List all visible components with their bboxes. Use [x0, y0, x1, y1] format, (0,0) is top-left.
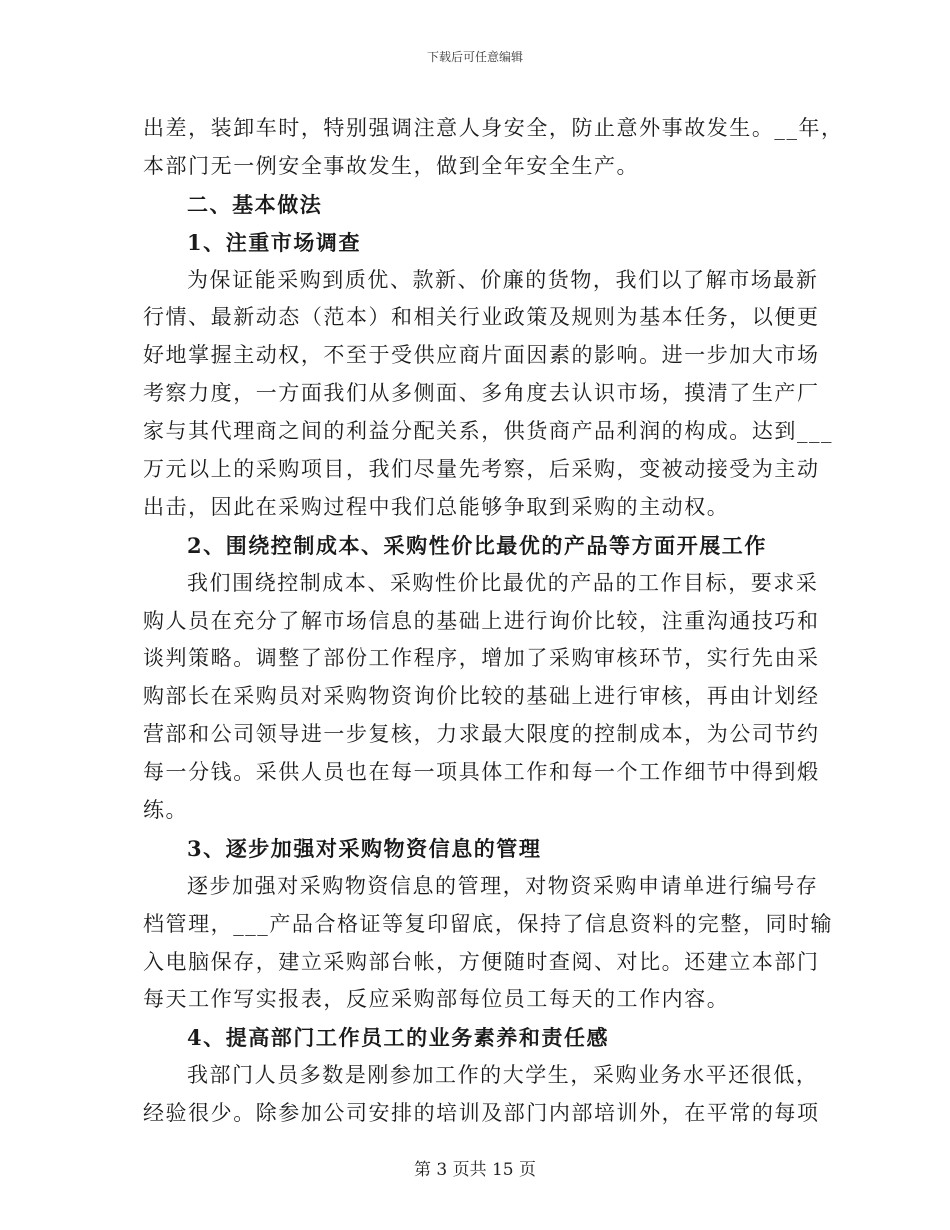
paragraph-line: 档管理，___产品合格证等复印留底，保持了信息资料的完整，同时输 — [143, 911, 834, 936]
paragraph-line: 出击，因此在采购过程中我们总能够争取到采购的主动权。 — [143, 494, 730, 519]
paragraph-line: 入电脑保存，建立采购部台帐，方便随时查阅、对比。还建立本部门 — [143, 949, 820, 974]
paragraph-line: 为保证能采购到质优、款新、价廉的货物，我们以了解市场最新 — [187, 267, 819, 292]
paragraph-line: 每一分钱。采供人员也在每一项具体工作和每一个工作细节中得到煅 — [143, 760, 820, 785]
paragraph-line: 谈判策略。调整了部份工作程序，增加了采购审核环节，实行先由采 — [143, 646, 820, 671]
paragraph-line: 我部门人员多数是刚参加工作的大学生，采购业务水平还很低， — [187, 1063, 819, 1088]
paragraph-line: 每天工作写实报表，反应采购部每位员工每天的工作内容。 — [143, 987, 730, 1012]
paragraph-line: 好地掌握主动权，不至于受供应商片面因素的影响。进一步加大市场 — [143, 343, 820, 368]
paragraph-line: 购人员在充分了解市场信息的基础上进行询价比较，注重沟通技巧和 — [143, 608, 820, 633]
section-heading: 1、注重市场调查 — [187, 229, 362, 255]
section-heading: 二、基本做法 — [187, 191, 323, 217]
paragraph-line: 本部门无一例安全事故发生，做到全年安全生产。 — [143, 153, 640, 178]
section-heading: 4、提高部门工作员工的业务素养和责任感 — [187, 1025, 610, 1051]
section-heading: 2、围绕控制成本、采购性价比最优的产品等方面开展工作 — [187, 532, 767, 558]
section-heading: 3、逐步加强对采购物资信息的管理 — [187, 835, 542, 861]
paragraph-line: 出差，装卸车时，特别强调注意人身安全，防止意外事故发生。__年， — [143, 116, 844, 140]
paragraph-line: 行情、最新动态（范本）和相关行业政策及规则为基本任务，以便更 — [143, 305, 820, 330]
paragraph-line: 购部长在采购员对采购物资询价比较的基础上进行审核，再由计划经 — [143, 684, 820, 709]
paragraph-line: 家与其代理商之间的利益分配关系，供货商产品利润的构成。达到___ — [143, 419, 834, 444]
paragraph-line: 经验很少。除参加公司安排的培训及部门内部培训外，在平常的每项 — [143, 1101, 820, 1126]
paragraph-line: 考察力度，一方面我们从多侧面、多角度去认识市场，摸清了生产厂 — [143, 381, 820, 406]
paragraph-line: 逐步加强对采购物资信息的管理，对物资采购申请单进行编号存 — [187, 873, 819, 898]
document-body — [143, 110, 844, 1133]
page-header: 下载后可任意编辑 — [426, 50, 523, 64]
paragraph-line: 我们围绕控制成本、采购性价比最优的产品的工作目标，要求采 — [187, 570, 819, 595]
paragraph-line: 练。 — [143, 798, 189, 823]
page-footer: 第 3 页共 15 页 — [413, 1160, 537, 1180]
paragraph-line: 营部和公司领导进一步复核，力求最大限度的控制成本，为公司节约 — [143, 722, 820, 747]
paragraph-line: 万元以上的采购项目，我们尽量先考察，后采购，变被动接受为主动 — [143, 457, 820, 482]
